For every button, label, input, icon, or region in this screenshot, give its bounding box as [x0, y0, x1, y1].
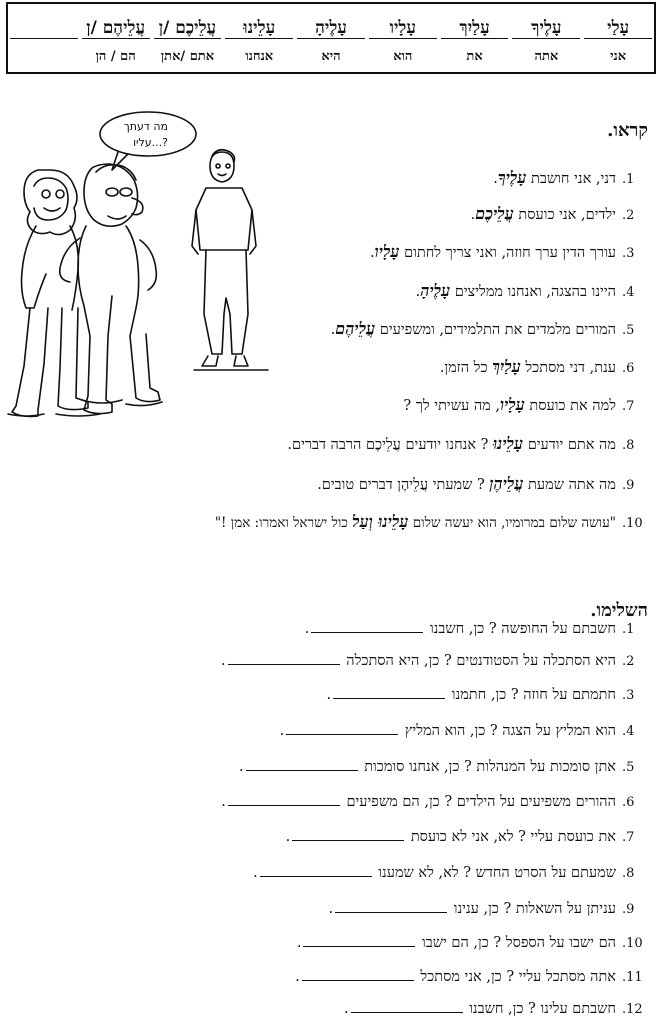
sentence-after: כול ישראל ואמרו: אמן !": [214, 515, 353, 531]
speech-bubble-line-1: מה דעתך: [123, 120, 168, 133]
item-number: 1.: [622, 622, 635, 637]
read-section-title: קראו.: [607, 120, 648, 141]
question-end: .: [238, 759, 244, 775]
complete-item: [253, 862, 656, 884]
sentence-highlight: עָלַיִךְ: [492, 357, 521, 376]
sentence-highlight: עָלָיו: [499, 395, 525, 414]
sentence-before: מה אתה שמעת: [523, 477, 616, 493]
conj-column: [295, 4, 367, 72]
question-end: .: [328, 901, 334, 917]
read-item: [331, 318, 656, 340]
conj-pronoun: אני: [584, 38, 652, 72]
complete-item: [295, 966, 656, 988]
sentence-before: ילדים, אני כועסת: [513, 207, 616, 223]
question-text: חשבתם על החופשה ? כן, חשבנו: [429, 621, 616, 637]
speech-bubble: [100, 112, 196, 156]
question-text: חשבתם עלינו ? כן, חשבנו: [469, 1001, 616, 1017]
answer-blank[interactable]: [228, 791, 340, 806]
item-number: 6.: [622, 795, 635, 810]
conj-column: [8, 4, 80, 72]
question-end: .: [253, 865, 258, 881]
conj-form: עָלֶיהָ: [315, 18, 347, 38]
complete-item: [280, 720, 656, 742]
answer-blank[interactable]: [292, 826, 404, 841]
answer-blank[interactable]: [303, 932, 415, 947]
read-item: [370, 241, 656, 263]
sentence-before: ענת, דני מסתכל: [520, 360, 616, 376]
sentence-after: ? אנחנו יודעים עֲלֵיכֶם הרבה דברים.: [287, 437, 494, 453]
conj-form: עָלָיו: [389, 18, 416, 38]
sentence-highlight: עָלֵינוּ וְעַל: [352, 512, 409, 531]
sentence-highlight: עָלֶיךָ: [497, 168, 527, 187]
question-end: .: [279, 723, 285, 739]
man-drawing: [192, 150, 268, 370]
complete-item: [344, 998, 656, 1020]
answer-blank[interactable]: [286, 720, 398, 735]
complete-item: [239, 756, 656, 778]
item-number: 2.: [622, 208, 635, 223]
sentence-before: עורך הדין ערך חוזה, ואני צריך לחתום: [399, 245, 616, 261]
item-number: 10.: [622, 936, 643, 951]
item-number: 3.: [622, 688, 635, 703]
question-end: .: [343, 1001, 349, 1017]
answer-blank[interactable]: [335, 898, 447, 913]
complete-item: [327, 684, 656, 706]
item-number: 3.: [622, 246, 635, 261]
sentence-highlight: עָלֵינוּ: [493, 434, 524, 453]
question-text: אתן סומכות על המנהלות ? כן, אנחנו סומכות: [364, 759, 616, 775]
read-item: [403, 394, 656, 416]
complete-section-title: השלימו.: [590, 600, 648, 621]
conj-column: [582, 4, 654, 72]
question-text: היא הסתכלה על הסטודנטים ? כן, היא הסתכלה: [346, 653, 616, 669]
answer-blank[interactable]: [351, 998, 463, 1013]
complete-item: [297, 932, 656, 954]
answer-blank[interactable]: [260, 862, 372, 877]
sentence-after: , מה עשיתי לך ?: [403, 398, 500, 414]
conj-pronoun: היא: [297, 38, 365, 72]
conj-form: עָלַי: [607, 18, 630, 38]
question-text: עניתן על השאלות ? כן, ענינו: [453, 901, 616, 917]
sentence-after: .: [415, 284, 421, 300]
conj-column: [152, 4, 224, 72]
sentence-before: היינו בהצגה, ואנחנו ממליצים: [450, 284, 616, 300]
question-text: חתמתם על חוזה ? כן, חתמנו: [451, 687, 616, 703]
conj-pronoun: [10, 38, 78, 72]
complete-item: [221, 791, 656, 813]
sentence-after: כל הזמן.: [439, 360, 493, 376]
read-item: [493, 167, 656, 189]
question-end: .: [285, 829, 291, 845]
read-item: [287, 433, 656, 455]
sentence-after: .: [493, 171, 498, 187]
answer-blank[interactable]: [333, 684, 445, 699]
conj-form: עָלַיִךְ: [459, 18, 490, 38]
item-number: 4.: [622, 285, 635, 300]
question-text: שמעתם על הסרט החדש ? לא, לא שמענו: [378, 865, 616, 881]
conj-pronoun: הוא: [369, 38, 437, 72]
question-text: ההורים משפיעים על הילדים ? כן, הם משפיעים: [346, 794, 616, 810]
conj-column: [367, 4, 439, 72]
read-item: [317, 473, 656, 495]
sentence-after: .: [470, 207, 476, 223]
item-number: 7.: [622, 399, 635, 414]
question-end: .: [296, 935, 302, 951]
item-number: 10.: [622, 516, 643, 531]
question-end: .: [221, 794, 226, 810]
sentence-after: .: [330, 322, 336, 338]
sentence-highlight: עָלֶיהָ: [420, 281, 451, 300]
answer-blank[interactable]: [311, 618, 423, 633]
conj-pronoun: אתם /אתן: [154, 38, 222, 72]
item-number: 12.: [622, 1002, 643, 1017]
cartoon-illustration: [0, 108, 275, 426]
conj-pronoun: אתה: [512, 38, 580, 72]
sentence-before: דני, אני חושבת: [526, 171, 616, 187]
question-end: .: [326, 687, 332, 703]
answer-blank[interactable]: [228, 650, 340, 665]
sentence-after: .: [370, 245, 375, 261]
read-item: [471, 203, 656, 225]
read-item: [440, 356, 656, 378]
question-text: את כועסת עליי ? לא, אני לא כועסת: [410, 829, 616, 845]
conj-form: עָלֵינוּ: [243, 18, 276, 38]
answer-blank[interactable]: [302, 966, 414, 981]
item-number: 11.: [622, 970, 643, 985]
sentence-before: המורים מלמדים את התלמידים, ומשפיעים: [375, 322, 616, 338]
conj-pronoun: הם / הן: [82, 38, 150, 72]
conj-column: [510, 4, 582, 72]
complete-item: [286, 826, 656, 848]
question-text: הם ישבו על הספסל ? כן, הם ישבו: [422, 935, 616, 951]
conjugation-table: [6, 2, 656, 74]
sentence-before: למה את כועסת: [524, 398, 616, 414]
sentence-highlight: עָלָיו: [374, 242, 400, 261]
item-number: 4.: [622, 724, 635, 739]
complete-item: [329, 898, 656, 920]
sentence-after: ? שמעתי עֲלֵיהֶן דברים טובים.: [317, 477, 490, 493]
read-item: [215, 511, 656, 533]
sentence-highlight: עֲלֵיכֶם: [475, 204, 514, 223]
sentence-before: "עושה שלום במרומיו, הוא יעשה שלום: [408, 515, 616, 531]
sentence-highlight: עֲלֵיהֶן: [489, 474, 524, 493]
complete-item: [221, 650, 656, 672]
item-number: 9.: [622, 478, 635, 493]
item-number: 6.: [622, 361, 635, 376]
conj-form: [8, 4, 80, 38]
item-number: 2.: [622, 654, 635, 669]
sentence-highlight: עֲלֵיהֶם: [335, 319, 376, 338]
conj-column: [439, 4, 511, 72]
item-number: 8.: [622, 438, 635, 453]
complete-item: [305, 618, 656, 640]
conj-form: עָלֶיךָ: [531, 18, 562, 38]
conj-pronoun: את: [441, 38, 509, 72]
question-text: אתה מסתכל עליי ? כן, אני מסתכל: [420, 969, 616, 985]
conj-form: עֲלֵיהֶם /ן: [86, 18, 146, 38]
conj-pronoun: אנחנו: [225, 38, 293, 72]
question-text: הוא המליץ על הצגה ? כן, הוא המליץ: [404, 723, 616, 739]
item-number: 8.: [622, 866, 635, 881]
item-number: 1.: [622, 172, 635, 187]
item-number: 7.: [622, 830, 635, 845]
question-end: .: [295, 969, 300, 985]
speech-bubble-line-2: עליו...?: [133, 136, 168, 149]
conj-form: עֲלֵיכֶם /ן: [158, 18, 217, 38]
read-item: [416, 280, 656, 302]
sentence-before: מה אתם יודעים: [523, 437, 616, 453]
answer-blank[interactable]: [246, 756, 358, 771]
question-end: .: [304, 621, 310, 637]
conj-column: [80, 4, 152, 72]
item-number: 9.: [622, 902, 635, 917]
item-number: 5.: [622, 323, 635, 338]
conj-column: [223, 4, 295, 72]
question-end: .: [221, 653, 226, 669]
item-number: 5.: [622, 760, 635, 775]
